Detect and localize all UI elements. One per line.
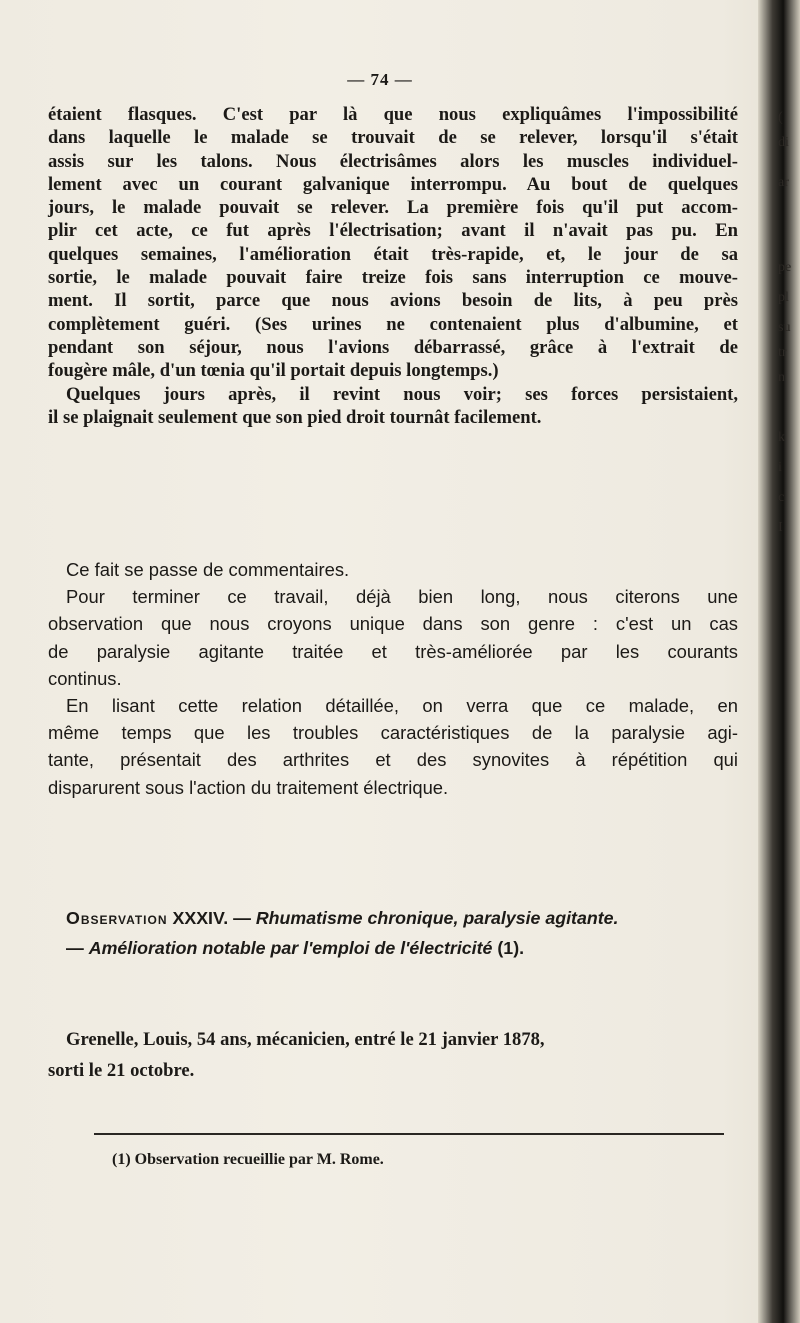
text-line: dans laquelle le malade se trouvait de se relever, lorsqu'il s'était (48, 127, 738, 149)
footnote-divider (94, 1133, 724, 1135)
text-line: fougère mâle, d'un tœnia qu'il portait depuis longtemps.) (48, 360, 499, 382)
text-line: même temps que les troubles caractéristiques de la paralysie agi- (48, 722, 738, 744)
text-line: Ce fait se passe de commentaires. (66, 559, 350, 580)
observation-dash: — (66, 938, 84, 958)
observation-label: Observation (66, 908, 168, 928)
text-line: complètement guéri. (Ses urines ne contenaient plus d'albumine, et (48, 313, 738, 335)
observation-dash: — (233, 908, 251, 928)
observation-heading (48, 908, 738, 959)
text-line: Grenelle, Louis, 54 ans, mécanicien, entré le 21 janvier 1878, (66, 1029, 545, 1050)
footnote: (1) Observation recueillie par M. Rome. (112, 1151, 384, 1168)
facing-page-edge: ( di ar pe pl su tr n k i c I (758, 0, 800, 1323)
text-line: continus. (48, 667, 122, 689)
text-line: lement avec un courant galvanique interrompu. Au bout de quelques (48, 173, 738, 195)
observation-title: Rhumatisme chronique, paralysie agitante. (255, 908, 619, 928)
text-line: étaient flasques. C'est par là que nous expliquâmes l'impossibilité (48, 104, 738, 125)
text-line: pendant son séjour, nous l'avions débarrassé, grâce à l'extrait de (48, 336, 738, 358)
paragraph-1 (48, 103, 738, 429)
text-line: disparurent sous l'action du traitement électrique. (48, 776, 449, 798)
text-line: sortie, le malade pouvait faire treize fois sans interruption ce mouve- (48, 267, 738, 289)
footnote-reference: (1). (497, 938, 525, 958)
text-line: ment. Il sortit, parce que nous avions besoin de lits, à peu près (48, 290, 738, 312)
text-line: Quelques jours après, il revint nous voir; ses forces persistaient, (66, 383, 738, 405)
text-line: tante, présentait des arthrites et des synovites à répétition qui (48, 749, 738, 771)
observation-subtitle: Amélioration notable par l'emploi de l'électricité (88, 938, 493, 958)
text-line: de paralysie agitante traitée et très-améliorée par les courants (48, 640, 738, 662)
observation-body (48, 1024, 738, 1086)
paragraph-2 (48, 556, 738, 801)
text-line: plir cet acte, ce fut après l'électrisation; avant il n'avait pas pu. En (48, 220, 738, 242)
text-line: sorti le 21 octobre. (48, 1060, 195, 1081)
page-number: — 74 — (347, 70, 413, 89)
text-line: En lisant cette relation détaillée, on verra que ce malade, en (66, 695, 738, 717)
text-line: il se plaignait seulement que son pied droit tournât facilement. (48, 406, 542, 428)
observation-number: XXXIV. (172, 908, 229, 928)
text-line: quelques semaines, l'amélioration était très-rapide, et, le jour de sa (48, 243, 738, 265)
text-line: observation que nous croyons unique dans son genre : c'est un cas (48, 613, 738, 635)
text-line: jours, le malade pouvait se relever. La première fois qu'il put accom- (48, 197, 738, 219)
text-line: assis sur les talons. Nous électrisâmes alors les muscles individuel- (48, 150, 738, 172)
text-line: Pour terminer ce travail, déjà bien long, nous citerons une (66, 586, 738, 608)
